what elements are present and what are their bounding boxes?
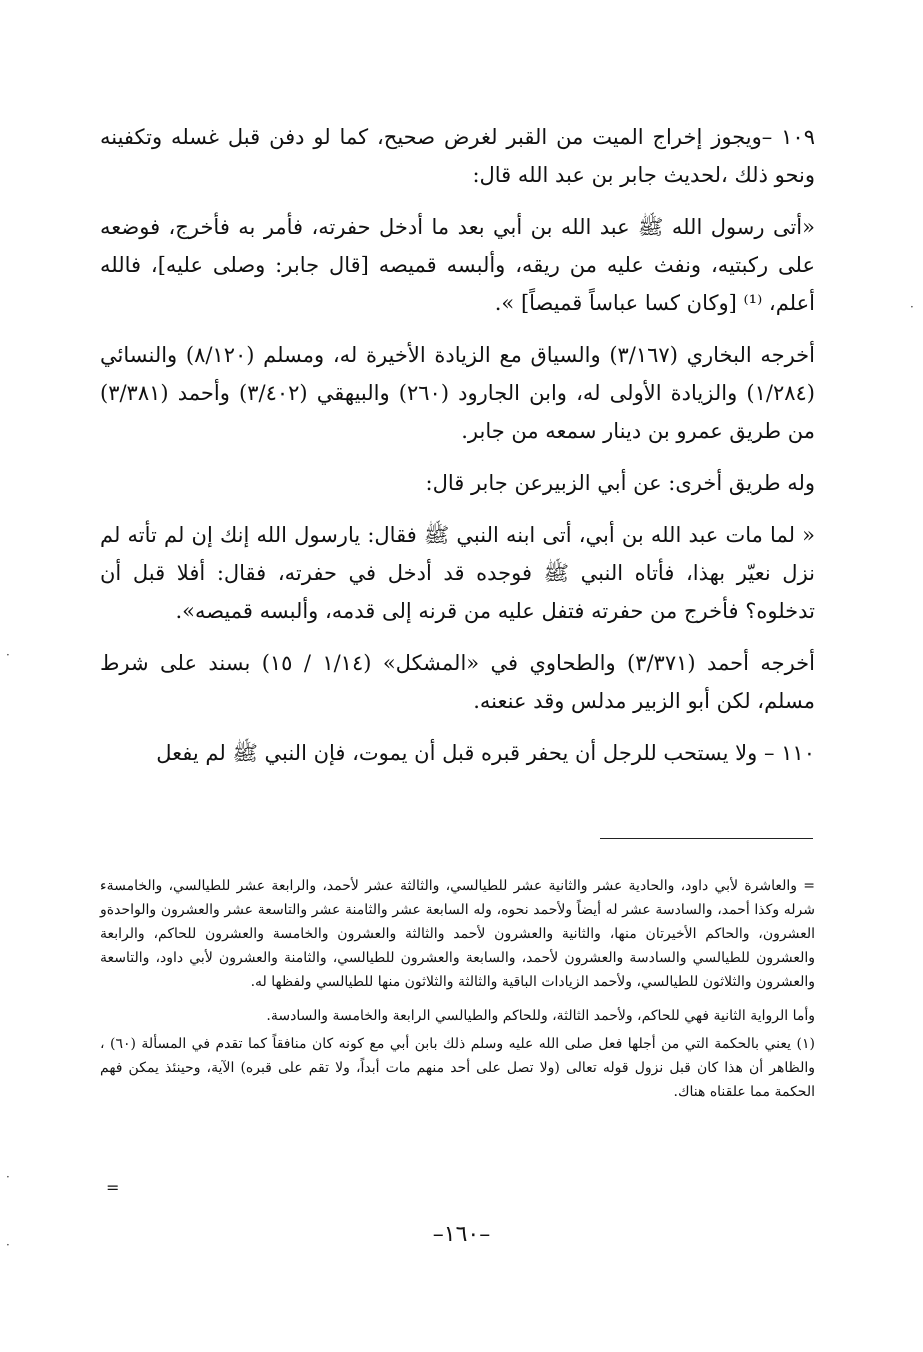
another-path: وله طريق أخرى: عن أبي الزبيرعن جابر قال: [425,471,815,495]
footnote-1: (١) يعني بالحكمة التي من أجلها فعل صلى الله عليه وسلم ذلك بابن أبي مع كونه كان منافقاً كما تقدم في المسألة (٦٠) ، والظاهر أن هذا كان قبل نزول قوله تعالى (ولا تصل على أحد منهم مات أبداً، ولا تقم على قبره) الآية، وحينئذ يمكن فهم الحكمة مما علقناه هناك. [100,1036,816,1100]
continuation-mark: = [106,1178,120,1197]
paragraph-109: ١٠٩ –ويجوز إخراج الميت من القبر لغرض صحيح، كما لو دفن قبل غسله وتكفينه ونحو ذلك ،لحديث جابر بن عبد الله قال: [100,125,815,187]
hadith-quote-1: «أتى رسول الله ﷺ عبد الله بن أبي بعد ما أدخل حفرته، فأمر به فأخرج، فوضعه على ركبتيه، ونفث عليه من ريقه، وألبسه قميصه [قال جابر: وصلى عليه]، فالله أعلم، ⁽¹⁾ [وكان كسا عباساً قميصاً] ». [100,215,815,315]
hadith-quote-2: « لما مات عبد الله بن أبي، أتى ابنه النبي ﷺ فقال: يارسول الله إنك إن لم تأته لم نزل نعيّر بهذا، فأتاه النبي ﷺ فوجده قد أدخل في حفرته، فقال: أفلا قبل أن تدخلوه؟ فأخرج من حفرته فتفل عليه من قرنه إلى قدمه، وألبسه قميصه». [100,523,815,623]
takhrij-2: أخرجه أحمد (٣/٣٧١) والطحاوي في «المشكل» (١/١٤ / ١٥) بسند على شرط مسلم، لكن أبو الزبير مدلس وقد عنعنه. [100,651,815,713]
scan-edge-mark: · [910,300,914,314]
footnotes [100,874,815,1114]
footnote-second-narration: وأما الرواية الثانية فهي للحاكم، ولأحمد الثالثة، وللحاكم والطيالسي الرابعة والخامسة والسادسة. [266,1008,815,1024]
footnote-divider [600,838,813,839]
paragraph-110: ١١٠ – ولا يستحب للرجل أن يحفر قبره قبل أن يموت، فإن النبي ﷺ لم يفعل [156,741,815,765]
scan-edge-mark: · [6,648,10,662]
page-number: –١٦٠– [432,1222,491,1247]
takhrij-1: أخرجه البخاري (٣/١٦٧) والسياق مع الزيادة الأخيرة له، ومسلم (٨/١٢٠) والنسائي (١/٢٨٤) والزيادة الأولى له، وابن الجارود (٢٦٠) والبيهقي (٣/٤٠٢) وأحمد (٣/٣٨١) من طريق عمرو بن دينار سمعه من جابر. [100,343,815,443]
scan-edge-mark: · [6,1170,10,1184]
footnote-continuation: = والعاشرة لأبي داود، والحادية عشر والثانية عشر للطيالسي، والثالثة عشر لأحمد، والرابعة عشر للطيالسي، والخامسةء شرله وكذا أحمد، والسادسة عشر له أيضاً ولأحمد نحوه، وله السابعة عشر والثامنة عشر والتاسعة عشر والعشرون والواحدةو العشرون، والحاكم الأخيرتان منها، والثانية والعشرون لأحمد والثالثة والعشرون والخامسة والعشرون للحاكم، والرابعة والعشرون للطيالسي والسادسة والعشرون لأحمد، والسابعة والعشرون للطيالسي، والثامنة والعشرون لأبي داود، والتاسعة والعشرون والثلاثون للطيالسي، ولأحمد الزيادات الباقية والثالثة والثلاثون منها للطيالسي ولفظها له. [100,878,815,990]
scan-edge-mark: · [6,1238,10,1252]
main-text [100,118,815,786]
